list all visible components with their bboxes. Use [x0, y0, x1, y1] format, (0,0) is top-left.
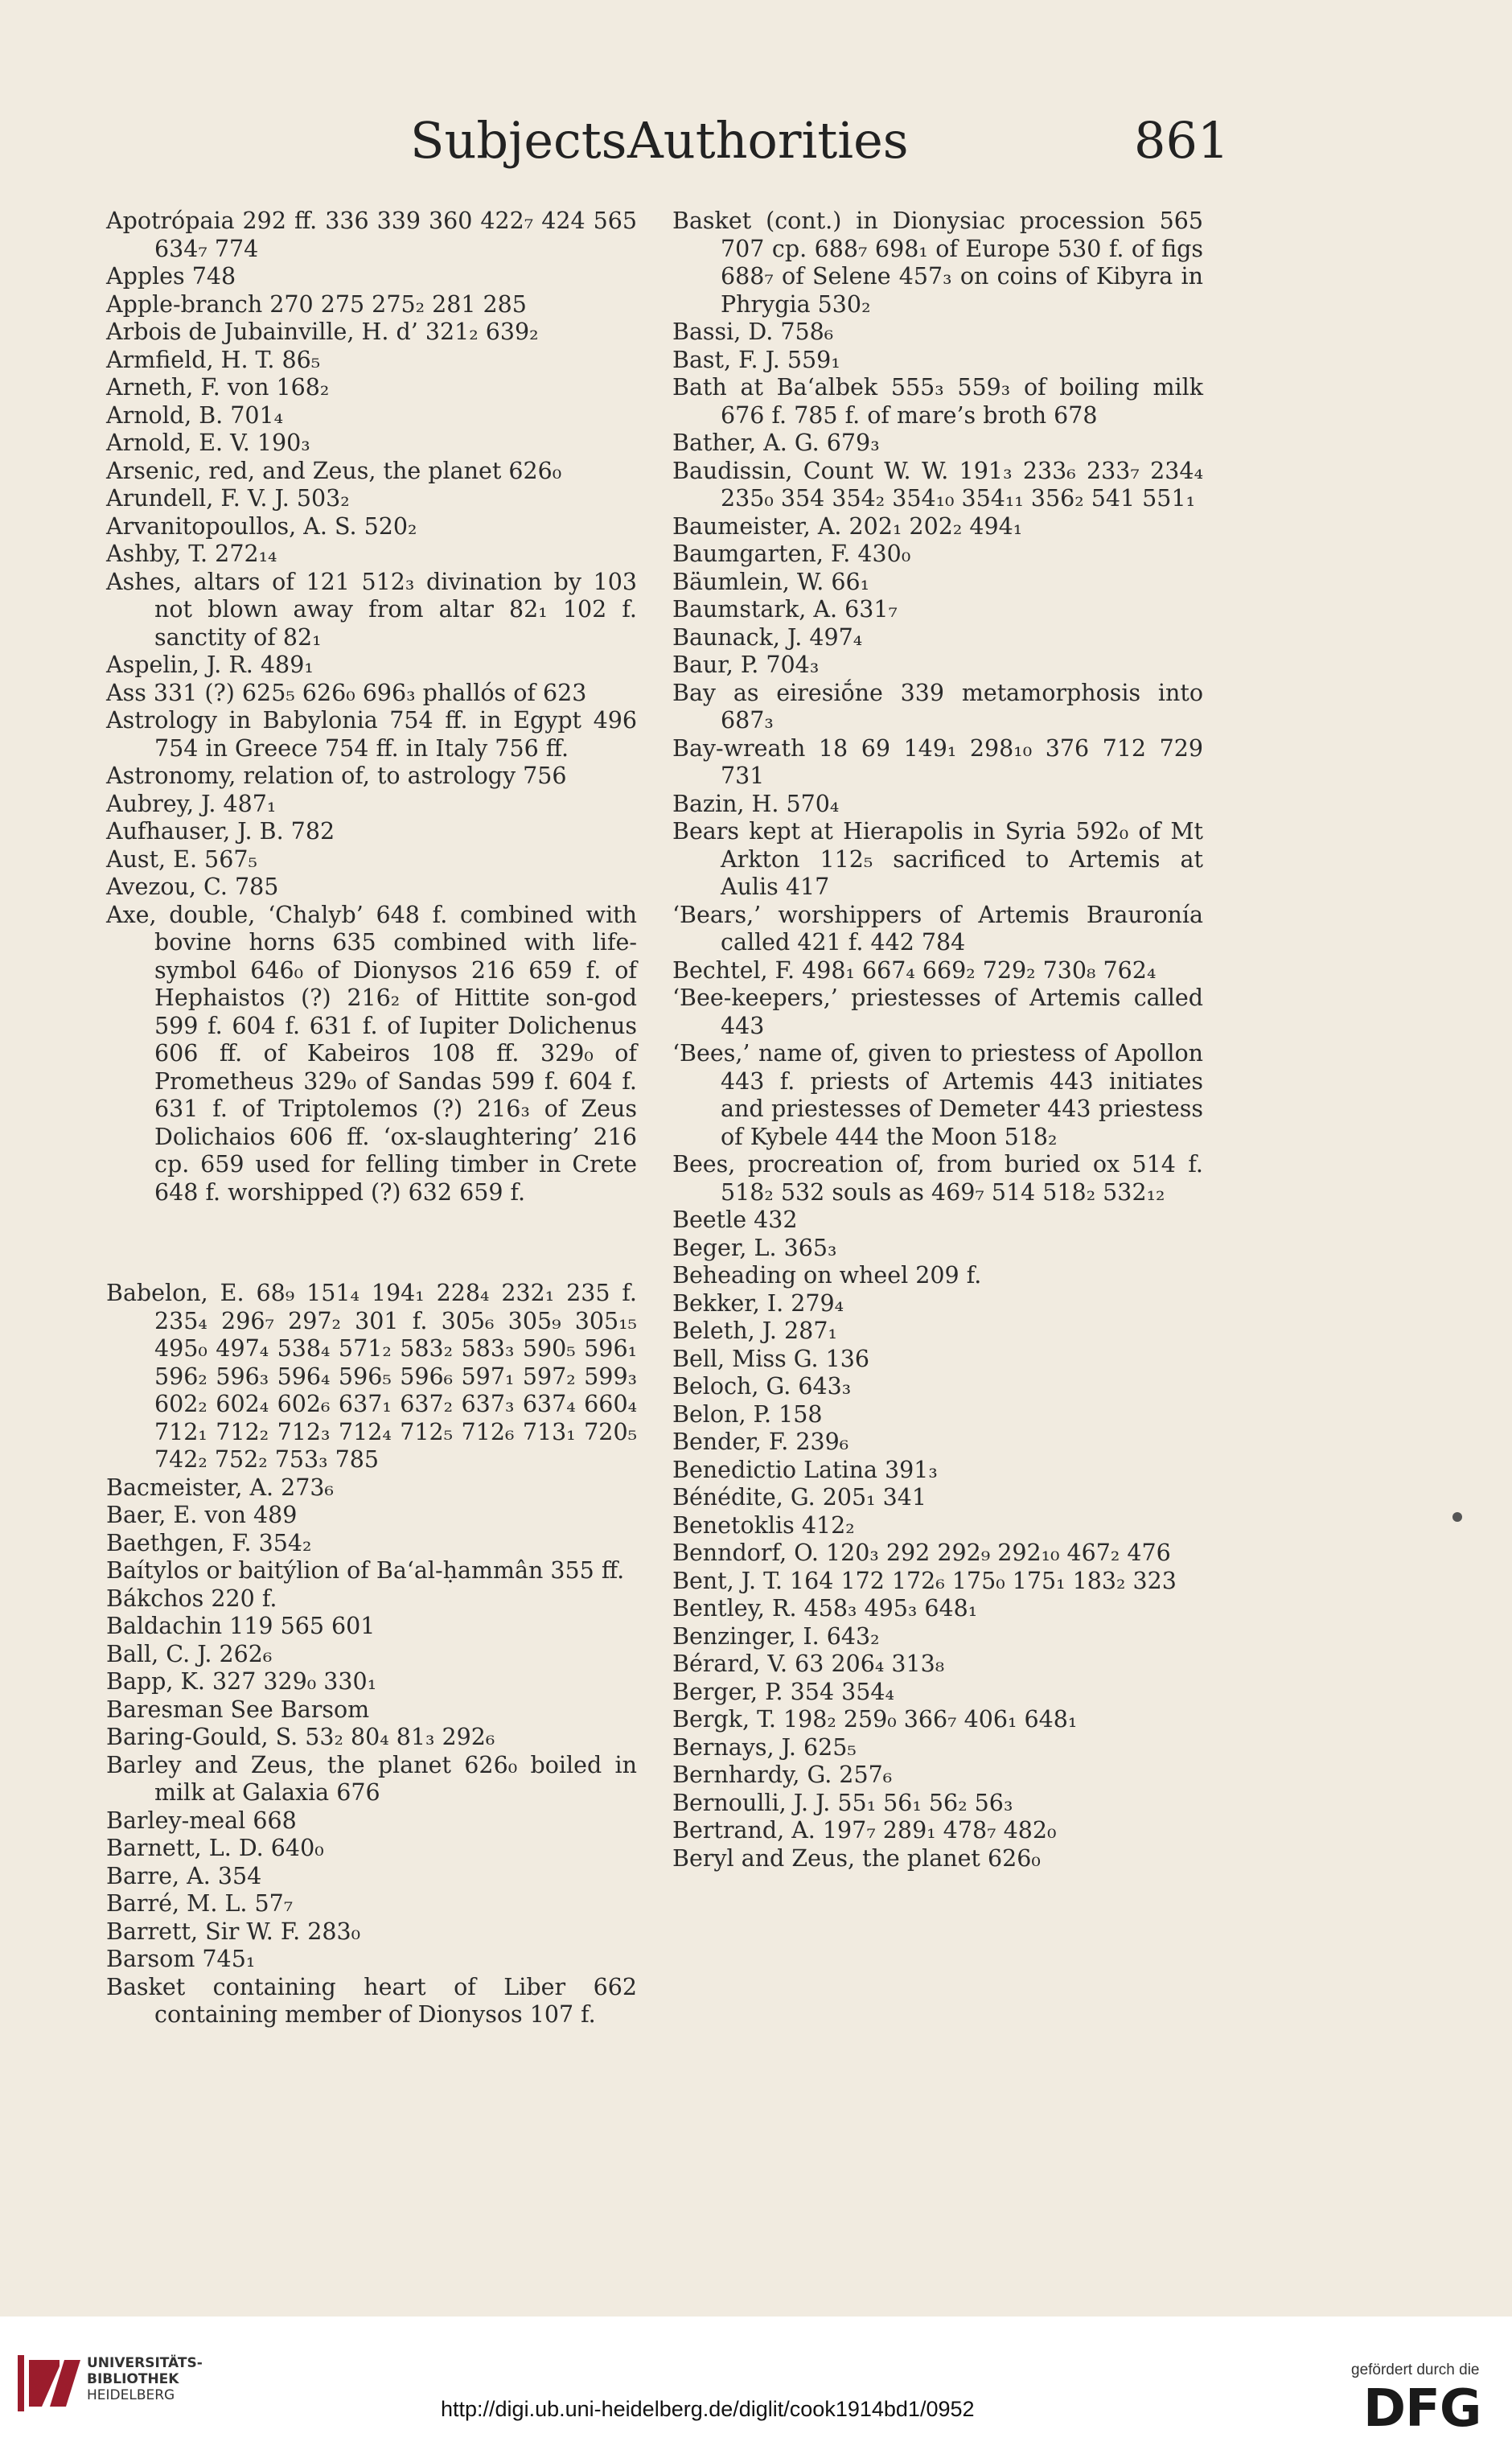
index-entry: Ashes, altars of 121 512₃ divination by 103 not blown away from altar 82₁ 102 f. sanctity of 82₁ [106, 568, 637, 651]
index-entry: Basket containing heart of Liber 662 containing member of Dionysos 107 f. [106, 1973, 637, 2028]
index-entry: Arneth, F. von 168₂ [106, 374, 330, 401]
index-entry: Bentley, R. 458₃ 495₃ 648₁ [672, 1595, 978, 1622]
index-entry: Barley-meal 668 [106, 1807, 297, 1834]
index-entry: Armfield, H. T. 86₅ [106, 346, 321, 373]
index-entry: Bassi, D. 758₆ [672, 319, 834, 345]
index-entry: Baunack, J. 497₄ [672, 623, 863, 651]
index-entry: Baethgen, F. 354₂ [106, 1529, 312, 1556]
index-entry: Bekker, I. 279₄ [672, 1289, 844, 1317]
index-entry: Baur, P. 704₃ [672, 652, 820, 678]
index-entry: Arundell, F. V. J. 503₂ [106, 485, 350, 512]
scan-speck [1452, 1512, 1462, 1522]
library-line-3: HEIDELBERG [87, 2387, 175, 2403]
index-entry: Barrett, Sir W. F. 283₀ [106, 1918, 361, 1945]
index-entry: Bears kept at Hierapolis in Syria 592₀ of Mt Arkton 112₅ sacrificed to Artemis at Aulis 417 [672, 818, 1203, 900]
index-entry: Bäumlein, W. 66₁ [672, 568, 870, 595]
funded-by-label: gefördert durch die [1351, 2362, 1480, 2378]
index-entry: Benetoklis 412₂ [672, 1511, 855, 1539]
section-gap [106, 1230, 637, 1257]
index-entry: Bertrand, A. 197₇ 289₁ 478₇ 482₀ [672, 1817, 1057, 1844]
index-entry: Benndorf, O. 120₃ 292 292₉ 292₁₀ 467₂ 476 [672, 1540, 1171, 1566]
index-entry: Arnold, E. V. 190₃ [106, 430, 310, 456]
index-entry: Baumeister, A. 202₁ 202₂ 494₁ [672, 512, 1023, 540]
index-entry: Baítylos or baitýlion of Ba‘al-ḥammân 355 ff. [106, 1557, 625, 1584]
index-entry: Beleth, J. 287₁ [672, 1318, 837, 1344]
index-entry: Belon, P. 158 [672, 1400, 823, 1428]
index-column-right [672, 208, 1203, 1873]
index-entry: Beger, L. 365₃ [672, 1234, 837, 1261]
index-entry: Ball, C. J. 262₆ [106, 1640, 273, 1667]
index-entry: ‘Bee-keepers,’ priestesses of Artemis called 443 [672, 985, 1203, 1039]
index-entry: Bees, procreation of, from buried ox 514 f. 518₂ 532 souls as 469₇ 514 518₂ 532₁₂ [672, 1151, 1203, 1206]
index-entry: Baumgarten, F. 430₀ [672, 541, 911, 567]
index-entry: Baudissin, Count W. W. 191₃ 233₆ 233₇ 234₄ 235₀ 354 354₂ 354₁₀ 354₁₁ 356₂ 541 551₁ [672, 457, 1203, 512]
index-entry: Benzinger, I. 643₂ [672, 1622, 880, 1650]
header-subjects: Subjects [410, 111, 627, 170]
index-entry: Apotrópaia 292 ff. 336 339 360 422₇ 424 565 634₇ 774 [106, 208, 637, 262]
index-entry: Berger, P. 354 354₄ [672, 1678, 894, 1705]
index-entry: Barnett, L. D. 640₀ [106, 1835, 324, 1861]
index-entry: Bákchos 220 f. [106, 1585, 277, 1612]
index-entry: Bénédite, G. 205₁ 341 [672, 1484, 927, 1511]
dfg-logo: DFG [1363, 2379, 1481, 2439]
index-entry: Arsenic, red, and Zeus, the planet 626₀ [106, 457, 562, 484]
library-name [87, 2355, 203, 2403]
library-line-1: UNIVERSITÄTS- [87, 2355, 203, 2371]
index-entry: Aspelin, J. R. 489₁ [106, 652, 314, 678]
index-entry: Babelon, E. 68₉ 151₄ 194₁ 228₄ 232₁ 235 f. 235₄ 296₇ 297₂ 301 f. 305₆ 305₉ 305₁₅ 495₀ 497₄ 538₄ 571₂ 583₂ 583₃ 590₅ 596₁ 596₂ 596₃ 596₄ 596₅ 596₆ 597₁ 597₂ 599₃ 602₂ 602₄ 602₆ 637₁ 637₂ 637₃ 637₄ 660₄ 712₁ 712₂ 712₃ 712₄ 712₅ 712₆ 713₁ 720₅ 742₂ 752₂ 753₃ 785 [106, 1280, 637, 1473]
page-number: 861 [1134, 111, 1230, 170]
index-entry: Beetle 432 [672, 1207, 798, 1233]
index-entry: Bent, J. T. 164 172 172₆ 175₀ 175₁ 183₂ 323 [672, 1567, 1177, 1594]
index-entry: ‘Bears,’ worshippers of Artemis Brauronía called 421 f. 442 784 [672, 901, 1203, 956]
library-line-2: BIBLIOTHEK [87, 2371, 179, 2387]
index-entry: Baer, E. von 489 [106, 1502, 298, 1528]
index-entry: ‘Bees,’ name of, given to priestess of Apollon 443 f. priests of Artemis 443 initiates and priestesses of Demeter 443 priestess of Kybele 444 the Moon 518₂ [672, 1040, 1203, 1150]
index-entry: Baresman See Barsom [106, 1696, 370, 1723]
index-entry: Bérard, V. 63 206₄ 313₈ [672, 1651, 945, 1677]
page-header [97, 111, 1230, 175]
index-entry: Astrology in Babylonia 754 ff. in Egypt 496 754 in Greece 754 ff. in Italy 756 ff. [106, 707, 637, 762]
index-entry: Bender, F. 239₆ [672, 1429, 849, 1455]
index-entry: Barré, M. L. 57₇ [106, 1890, 294, 1917]
index-entry: Benedictio Latina 391₃ [672, 1456, 938, 1483]
index-entry: Bell, Miss G. 136 [672, 1345, 870, 1372]
index-entry: Bay-wreath 18 69 149₁ 298₁₀ 376 712 729 731 [672, 734, 1203, 789]
index-entry: Aubrey, J. 487₁ [106, 790, 277, 817]
index-entry: Basket (cont.) in Dionysiac procession 565 707 cp. 688₇ 698₁ of Europe 530 f. of figs 688₇ of Selene 457₃ on coins of Kibyra in Phrygia 530₂ [672, 208, 1203, 318]
index-entry: Bazin, H. 570₄ [672, 790, 840, 817]
header-authorities: Authorities [627, 111, 909, 170]
index-entry: Axe, double, ‘Chalyb’ 648 f. combined with bovine horns 635 combined with life-symbol 646₀ of Dionysos 216 659 f. of Hephaistos (?) 216₂ of Hittite son-god 599 f. 604 f. 631 f. of Iupiter Dolichenus 606 ff. of Kabeiros 108 ff. 329₀ of Prometheus 329₀ of Sandas 599 f. 604 f. 631 f. of Triptolemos (?) 216₃ of Zeus Dolichaios 606 ff. ‘ox-slaughtering’ 216 cp. 659 used for felling timber in Crete 648 f. worshipped (?) 632 659 f. [106, 901, 637, 1206]
index-entry: Bernoulli, J. J. 55₁ 56₁ 56₂ 56₃ [672, 1789, 1013, 1816]
index-entry: Bacmeister, A. 273₆ [106, 1474, 334, 1501]
index-entry: Barley and Zeus, the planet 626₀ boiled in milk at Galaxia 676 [106, 1751, 637, 1806]
index-entry: Arbois de Jubainville, H. d’ 321₂ 639₂ [106, 319, 539, 345]
index-entry: Bath at Ba‘albek 555₃ 559₃ of boiling milk 676 f. 785 f. of mare’s broth 678 [672, 374, 1203, 429]
index-entry: Aufhauser, J. B. 782 [106, 818, 335, 845]
index-entry: Barsom 745₁ [106, 1946, 256, 1972]
index-entry: Bast, F. J. 559₁ [672, 346, 840, 373]
index-entry: Bernays, J. 625₅ [672, 1733, 857, 1761]
index-entry: Apple-branch 270 275 275₂ 281 285 [106, 290, 527, 318]
permalink-url[interactable]: http://digi.ub.uni-heidelberg.de/diglit/cook1914bd1/0952 [441, 2397, 975, 2421]
index-entry: Bernhardy, G. 257₆ [672, 1762, 893, 1788]
index-entry: Barre, A. 354 [106, 1862, 262, 1889]
index-entry: Bechtel, F. 498₁ 667₄ 669₂ 729₂ 730₈ 762₄ [672, 956, 1157, 984]
index-entry: Beloch, G. 643₃ [672, 1373, 852, 1400]
index-entry: Arnold, B. 701₄ [106, 401, 284, 429]
index-entry: Baldachin 119 565 601 [106, 1613, 376, 1639]
index-entry: Bapp, K. 327 329₀ 330₁ [106, 1668, 377, 1695]
index-entry: Arvanitopoullos, A. S. 520₂ [106, 512, 417, 540]
index-entry: Avezou, C. 785 [106, 874, 279, 900]
index-entry: Ass 331 (?) 625₅ 626₀ 696₃ phallós of 623 [106, 679, 587, 706]
index-entry: Aust, E. 567₅ [106, 845, 257, 873]
index-entry: Apples 748 [106, 263, 236, 290]
index-entry: Astronomy, relation of, to astrology 756 [106, 763, 567, 789]
index-entry: Bergk, T. 198₂ 259₀ 366₇ 406₁ 648₁ [672, 1706, 1078, 1733]
index-entry: Baring-Gould, S. 53₂ 80₄ 81₃ 292₆ [106, 1724, 495, 1750]
index-column-left [106, 208, 637, 2029]
index-entry: Bather, A. G. 679₃ [672, 430, 880, 456]
index-entry: Beheading on wheel 209 f. [672, 1262, 982, 1289]
index-entry: Bay as eiresiṓne 339 metamorphosis into 687₃ [672, 679, 1203, 734]
index-entry: Beryl and Zeus, the planet 626₀ [672, 1844, 1041, 1872]
index-entry: Ashby, T. 272₁₄ [106, 541, 277, 567]
footer-bar [0, 2317, 1512, 2446]
index-entry: Baumstark, A. 631₇ [672, 596, 898, 623]
